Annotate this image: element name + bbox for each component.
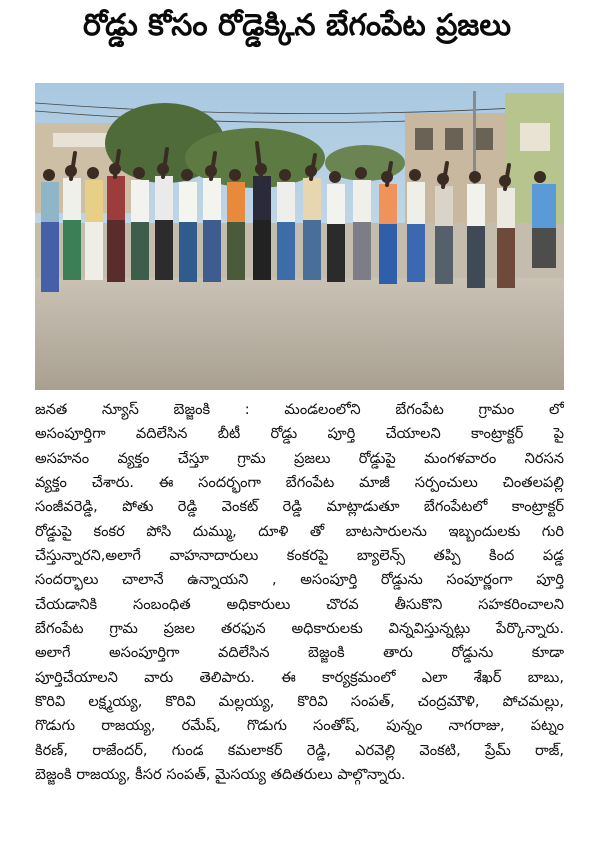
headline: రోడ్డు కోసం రోడ్డెక్కిన బేగంపేట ప్రజలు	[82, 8, 512, 43]
news-photo	[35, 83, 564, 390]
article-line: గొడుగు రాజయ్య, రమేష్, గొడుగు సంతోష్, పున్నం నాగరాజు, పట్నం	[35, 717, 564, 735]
article-line: పూర్తిచేయాలని వారు తెలిపారు. ఈ కార్యక్రమంలో ఎలా శేఖర్ బాబు,	[35, 668, 564, 686]
article-line: సంజీవరెడ్డి, పోతు రెడ్డి వెంకట్ రెడ్డి మాట్లాడుతూ బేగంపేటలో కాంట్రాక్టర్	[35, 498, 564, 516]
article-line: బెజ్జంకి రాజయ్య, కీసర సంపత్, మైసయ్య తదితరులు పాల్గొన్నారు.	[35, 766, 406, 784]
article-line: అలాగే అసంపూర్తిగా వదిలేసిన బెజ్జంకి తారు రోడ్డును కూడా	[35, 644, 564, 662]
article-line: చేస్తున్నారని,అలాగే వాహనాదారులు కంకరపై బ్యాలెన్స్ తప్పి కింద పడ్డ	[35, 547, 564, 565]
article-line: వ్యక్తం చేశారు. ఈ సందర్భంగా బేగంపేట మాజీ సర్పంచులు చింతలపల్లి	[35, 474, 564, 492]
article-line: కిరణ్, రాజేందర్, గుండ కమలాకర్ రెడ్డి, ఎరవెల్లి వెంకటి, ప్రేమ్ రాజ్,	[35, 741, 564, 759]
article-line: రోడ్డుపై కంకర పోసి దుమ్ము, దూళి తో బాటసారులను ఇబ్బందులకు గురి	[35, 522, 564, 540]
protest-photo-illustration	[35, 83, 564, 390]
article-line: జనత న్యూస్ బెజ్జంకి : మండలంలోని బేగంపేట గ్రామం లో	[35, 401, 564, 418]
article-body	[35, 398, 564, 788]
article-line: అసంపూర్తిగా వదిలేసిన బీటీ రోడ్డు పూర్తి చేయాలని కాంట్రాక్టర్ పై	[35, 425, 564, 443]
article-line: చేయడానికి సంబంధిత అధికారులు చొరవ తీసుకొని సహకరించాలని	[35, 595, 564, 613]
article-line: అసహనం వ్యక్తం చేస్తూ గ్రామ ప్రజలు రోడ్డుపై మంగళవారం నిరసన	[35, 449, 564, 467]
article-line: సందర్భాలు చాలానే ఉన్నాయని , అసంపూర్తి రోడ్డును సంపూర్ణంగా పూర్తి	[35, 571, 564, 589]
road	[35, 273, 564, 390]
article-line: కొరివి లక్ష్మయ్య, కొరివి మల్లయ్య, కొరివి సంపత్, చంద్రమౌళి, పోచమల్లు,	[35, 693, 564, 711]
article-line: బేగంపేట గ్రామ ప్రజల తరఫున అధికారులకు విన్నవిస్తున్నట్లు పేర్కొన్నారు.	[35, 620, 564, 638]
